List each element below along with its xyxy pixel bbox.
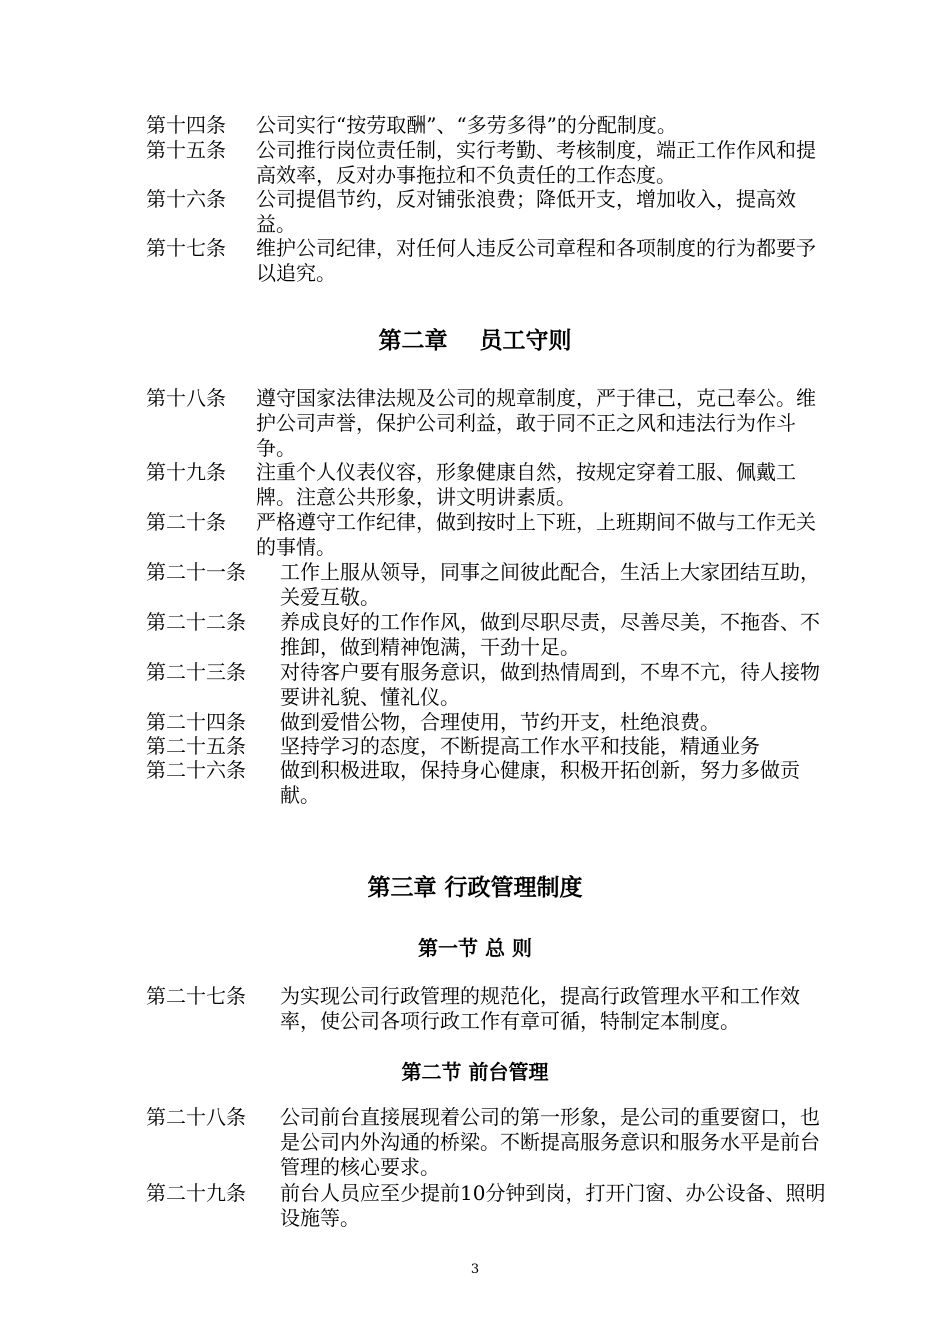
chapter-3-title: 第三章 行政管理制度 [367, 874, 583, 901]
page-number: 3 [470, 1262, 480, 1277]
article-27 [146, 984, 826, 1034]
article-text: 公司提倡节约，反对铺张浪费；降低开支，增加收入，提高效益。 [256, 187, 796, 236]
article-number: 第十六条 [146, 187, 226, 211]
article-text: 坚持学习的态度，不断提高工作水平和技能，精通业务 [280, 734, 760, 758]
article-18 [146, 386, 826, 461]
article-text: 做到积极进取，保持身心健康，积极开拓创新，努力多做贡献。 [280, 758, 800, 807]
article-number: 第二十七条 [146, 984, 246, 1008]
article-29 [146, 1181, 826, 1231]
article-24 [146, 710, 826, 735]
article-number: 第二十四条 [146, 710, 246, 734]
article-14 [146, 113, 826, 138]
section-1-title: 第一节 总 则 [418, 936, 532, 960]
article-number: 第二十二条 [146, 610, 246, 634]
chapter-2-title: 第二章 员工守则 [378, 327, 572, 354]
article-number: 第二十八条 [146, 1105, 246, 1129]
article-number: 第十五条 [146, 138, 226, 162]
article-21 [146, 560, 826, 610]
article-19 [146, 460, 826, 510]
article-26 [146, 758, 826, 808]
article-number: 第十四条 [146, 113, 226, 137]
article-text: 为实现公司行政管理的规范化，提高行政管理水平和工作效率，使公司各项行政工作有章可循，特制定本制度。 [280, 984, 800, 1033]
article-text: 前台人员应至少提前10分钟到岗，打开门窗、办公设备、照明设施等。 [280, 1181, 826, 1230]
article-number: 第二十九条 [146, 1181, 246, 1205]
article-number: 第二十一条 [146, 560, 246, 584]
article-number: 第二十六条 [146, 758, 246, 782]
article-text: 公司前台直接展现着公司的第一形象，是公司的重要窗口，也是公司内外沟通的桥梁。不断提高服务意识和服务水平是前台管理的核心要求。 [280, 1105, 820, 1179]
article-number: 第二十三条 [146, 660, 246, 684]
article-text: 对待客户要有服务意识，做到热情周到，不卑不亢，待人接物要讲礼貌、懂礼仪。 [280, 660, 820, 709]
article-23 [146, 660, 826, 710]
article-number: 第十九条 [146, 460, 226, 484]
article-number: 第十八条 [146, 386, 226, 410]
article-text: 做到爱惜公物，合理使用，节约开支，杜绝浪费。 [280, 710, 720, 734]
article-text: 养成良好的工作作风，做到尽职尽责，尽善尽美，不拖沓、不推卸，做到精神饱满，干劲十足。 [280, 610, 820, 659]
article-20 [146, 510, 826, 560]
article-text: 注重个人仪表仪容，形象健康自然，按规定穿着工服、佩戴工牌。注意公共形象，讲文明讲素质。 [256, 460, 796, 509]
article-28 [146, 1105, 826, 1180]
article-text: 遵守国家法律法规及公司的规章制度，严于律己，克己奉公。维护公司声誉，保护公司利益，敢于同不正之风和违法行为作斗争。 [256, 386, 816, 460]
article-number: 第二十五条 [146, 734, 246, 758]
article-25 [146, 734, 826, 759]
article-text: 公司实行“按劳取酬”、“多劳多得”的分配制度。 [256, 113, 677, 137]
article-number: 第十七条 [146, 236, 226, 260]
section-2-title: 第二节 前台管理 [401, 1060, 549, 1084]
article-16 [146, 187, 826, 237]
article-text: 工作上服从领导，同事之间彼此配合，生活上大家团结互助，关爱互敬。 [280, 560, 820, 609]
article-number: 第二十条 [146, 510, 226, 534]
article-22 [146, 610, 826, 660]
article-text: 公司推行岗位责任制，实行考勤、考核制度，端正工作作风和提高效率，反对办事拖拉和不负责任的工作态度。 [256, 138, 816, 187]
article-15 [146, 138, 826, 188]
article-17 [146, 236, 826, 286]
article-text: 维护公司纪律，对任何人违反公司章程和各项制度的行为都要予以追究。 [256, 236, 816, 285]
article-text: 严格遵守工作纪律，做到按时上下班，上班期间不做与工作无关的事情。 [256, 510, 816, 559]
